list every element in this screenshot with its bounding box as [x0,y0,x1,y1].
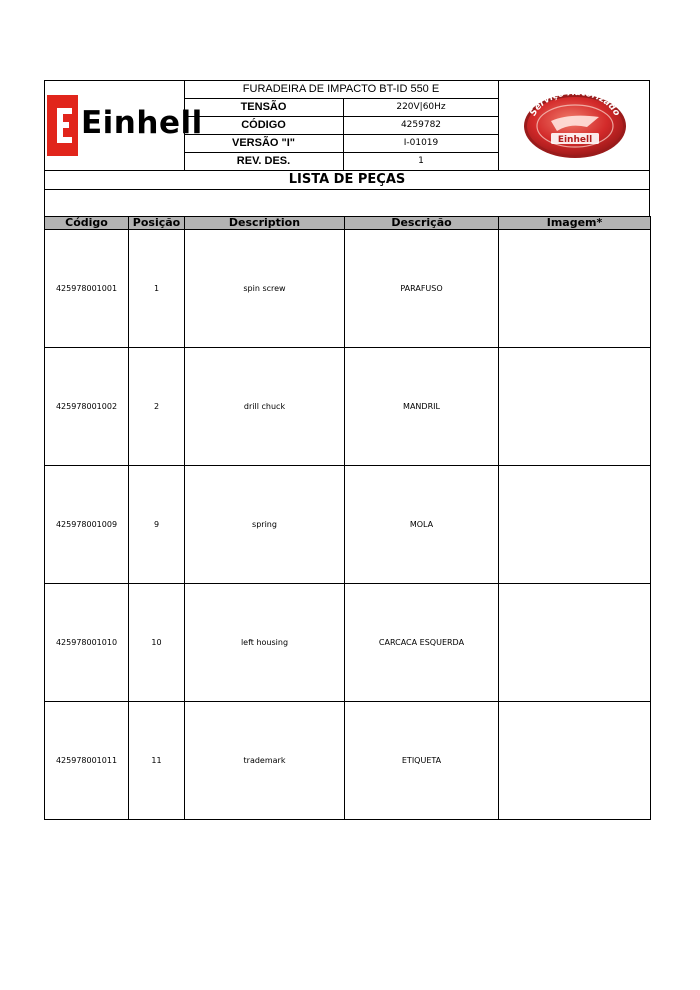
cell-description: trademark [185,702,345,820]
table-row [45,348,651,466]
cell-description: left housing [185,584,345,702]
service-seal-icon [499,81,650,170]
spacer-row [44,190,650,216]
cell-posicao: 2 [129,348,185,466]
parts-table [44,216,651,820]
einhell-e-icon [47,95,78,156]
cell-codigo: 425978001010 [45,584,129,702]
list-title: LISTA DE PEÇAS [44,171,650,190]
table-row [45,702,651,820]
svg-text:Einhell: Einhell [557,135,593,145]
table-row [45,466,651,584]
column-header-imagem: Imagem* [499,217,651,230]
parts-list-sheet [44,80,650,820]
table-row [45,230,651,348]
spec-label: VERSÃO "I" [184,135,344,152]
cell-imagem [499,702,651,820]
cell-description: spring [185,466,345,584]
cell-imagem [499,230,651,348]
cell-imagem [499,584,651,702]
spec-block [184,81,498,170]
cell-posicao: 1 [129,230,185,348]
cell-posicao: 10 [129,584,185,702]
cell-imagem [499,466,651,584]
cell-description: drill chuck [185,348,345,466]
cell-codigo: 425978001002 [45,348,129,466]
cell-codigo: 425978001009 [45,466,129,584]
table-header-row [45,217,651,230]
cell-descricao: ETIQUETA [345,702,499,820]
spec-label: TENSÃO [184,99,344,116]
cell-descricao: PARAFUSO [345,230,499,348]
spec-value: 4259782 [400,120,442,130]
product-title: FURADEIRA DE IMPACTO BT-ID 550 E [184,81,498,99]
spec-value: I-01019 [403,138,439,148]
column-header-codigo: Código [45,217,129,230]
svg-text:Serviço Autorizado: Serviço Autorizado [528,87,622,118]
spec-value: 220V|60Hz [396,102,446,112]
cell-descricao: MANDRIL [345,348,499,466]
einhell-logo [45,81,203,170]
spec-row-rev [184,153,498,170]
table-row [45,584,651,702]
cell-descricao: MOLA [345,466,499,584]
cell-descricao: CARCACA ESQUERDA [345,584,499,702]
spec-row-codigo [184,117,498,135]
spec-label: CÓDIGO [184,117,344,134]
column-header-posicao: Posição [129,217,185,230]
brand-wordmark: Einhell [81,105,203,141]
spec-value: 1 [418,156,424,166]
cell-posicao: 9 [129,466,185,584]
spec-row-tensao [184,99,498,117]
document-header [44,80,650,171]
authorized-service-seal [498,81,650,170]
cell-description: spin screw [185,230,345,348]
spec-row-versao [184,135,498,153]
cell-posicao: 11 [129,702,185,820]
column-header-description: Description [185,217,345,230]
column-header-descricao: Descrição [345,217,499,230]
spec-label: REV. DES. [184,153,344,170]
cell-codigo: 425978001001 [45,230,129,348]
cell-codigo: 425978001011 [45,702,129,820]
cell-imagem [499,348,651,466]
